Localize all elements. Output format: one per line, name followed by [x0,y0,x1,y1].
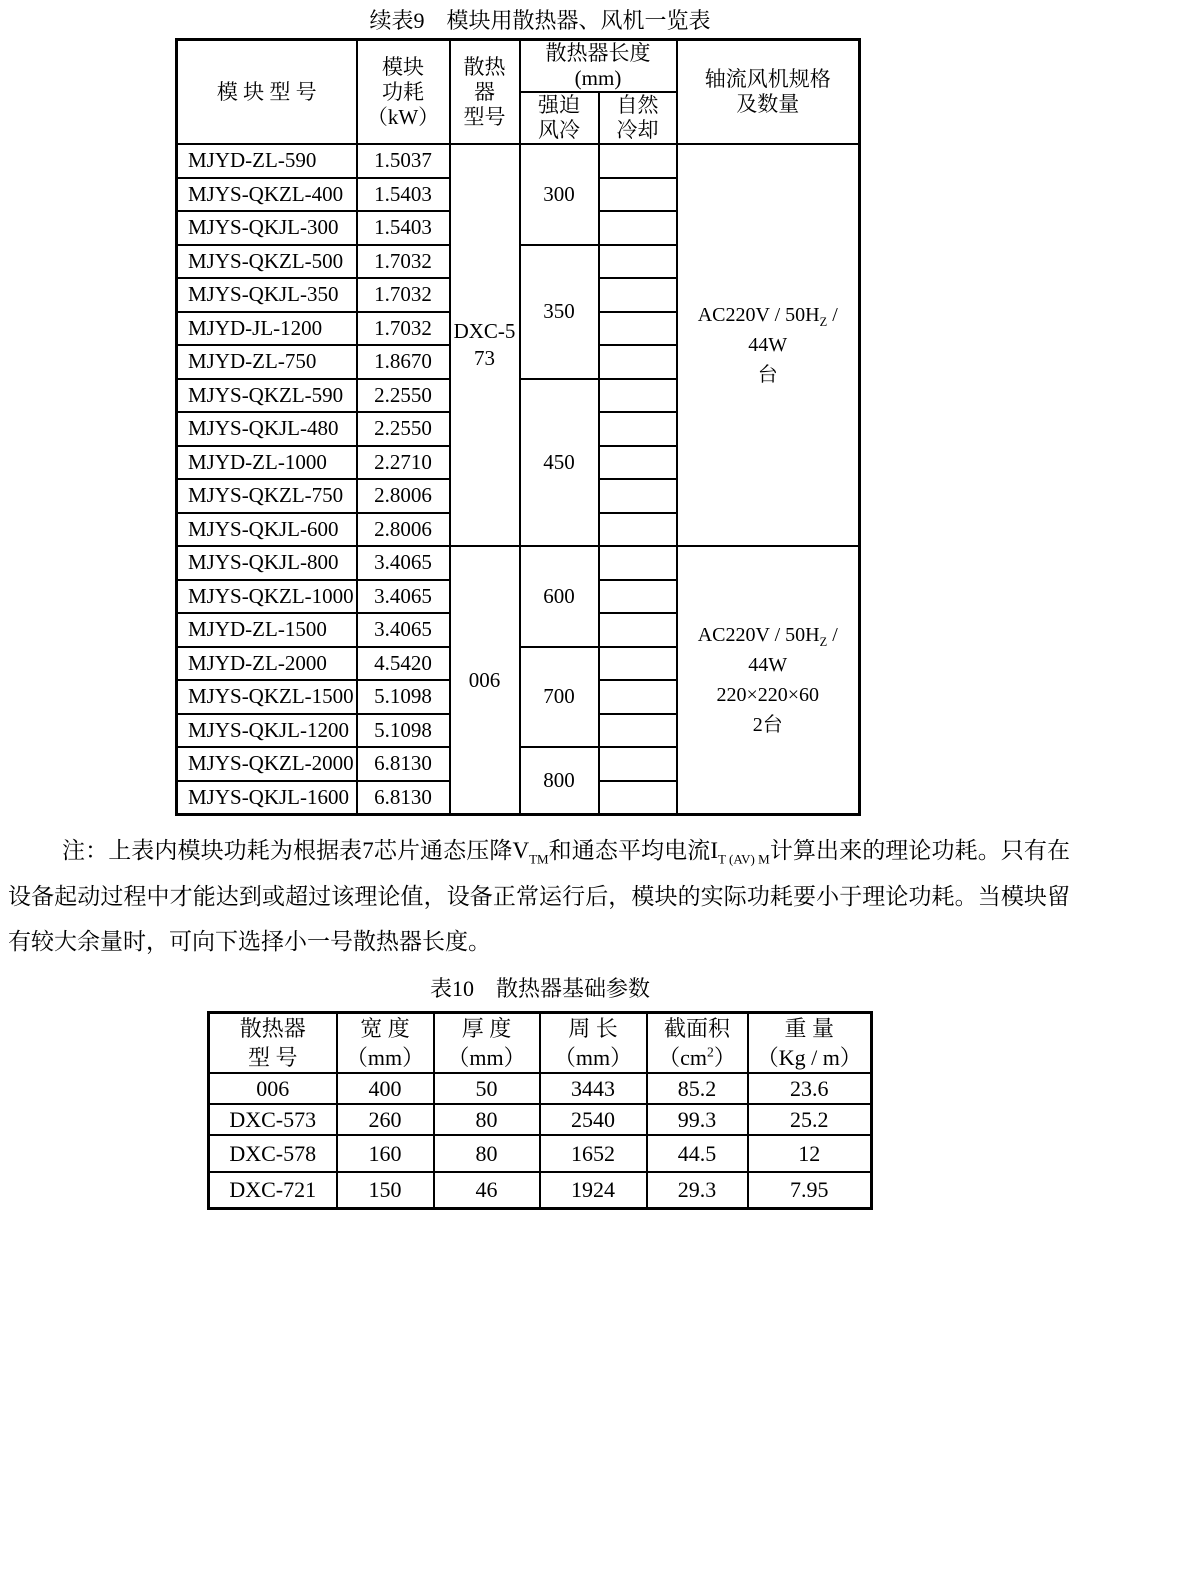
model-cell: MJYS-QKZL-500 [177,245,357,279]
table9 [175,38,861,816]
t9-header-length: 散热器长度 (mm) [520,40,677,93]
t10-header-perimeter: 周 长 （mm） [540,1012,647,1073]
table-row [209,1104,872,1135]
model-cell: MJYD-ZL-590 [177,144,357,178]
t10-header-thickness: 厚 度 （mm） [434,1012,540,1073]
power-cell: 3.4065 [357,580,450,614]
perimeter-cell: 3443 [540,1073,647,1104]
natural-cooling-cell [599,211,677,245]
natural-cooling-cell [599,245,677,279]
heatsink-model-cell: 006 [209,1073,337,1104]
model-cell: MJYS-QKZL-590 [177,379,357,413]
heatsink-model-cell: DXC-578 [209,1135,337,1172]
model-cell: MJYD-ZL-1500 [177,613,357,647]
model-cell: MJYD-ZL-750 [177,345,357,379]
weight-cell: 7.95 [748,1172,872,1209]
table-row [209,1172,872,1209]
table-row [177,546,860,580]
natural-cooling-cell [599,312,677,346]
table10 [207,1011,873,1210]
t9-header-model: 模 块 型 号 [177,40,357,145]
model-cell: MJYS-QKZL-1500 [177,680,357,714]
table-row [209,1135,872,1172]
power-cell: 1.7032 [357,312,450,346]
power-cell: 5.1098 [357,714,450,748]
power-cell: 3.4065 [357,613,450,647]
natural-cooling-cell [599,680,677,714]
power-cell: 6.8130 [357,781,450,815]
power-cell: 2.8006 [357,513,450,547]
model-cell: MJYD-JL-1200 [177,312,357,346]
model-cell: MJYS-QKJL-1200 [177,714,357,748]
thickness-cell: 80 [434,1104,540,1135]
thickness-cell: 50 [434,1073,540,1104]
natural-cooling-cell [599,345,677,379]
width-cell: 260 [337,1104,434,1135]
note-paragraph: 注：上表内模块功耗为根据表7芯片通态压降$V_{TM}$和通态平均电流$I_{T (AV) M}$计算出来的理论功耗。只有在设备起动过程中才能达到或超过该理论值，设备正常运行后，模块的实际功耗要小于理论功耗。当模块留有较大余量时，可向下选择小一号散热器长度。 [8,838,1070,954]
heatsink-model-cell: DXC-721 [209,1172,337,1209]
model-cell: MJYS-QKJL-300 [177,211,357,245]
power-cell: 5.1098 [357,680,450,714]
power-cell: 2.2550 [357,412,450,446]
natural-cooling-cell [599,781,677,815]
natural-cooling-cell [599,379,677,413]
heatsink-cell: DXC-573 [450,144,520,546]
t10-header-weight: 重 量 （Kg / m） [748,1012,872,1073]
model-cell: MJYS-QKZL-400 [177,178,357,212]
model-cell: MJYS-QKJL-1600 [177,781,357,815]
forced-length-cell: 300 [520,144,599,245]
area-cell: 85.2 [647,1073,748,1104]
fan-spec-cell: $AC220V / 50H_Z$ / 44W 220×220×60 2台 [677,546,860,815]
power-cell: 1.8670 [357,345,450,379]
power-cell: 2.2550 [357,379,450,413]
table9-title: 续表9 模块用散热器、风机一览表 [369,8,711,33]
weight-cell: 12 [748,1135,872,1172]
thickness-cell: 80 [434,1135,540,1172]
forced-length-cell: 600 [520,546,599,647]
model-cell: MJYS-QKZL-1000 [177,580,357,614]
natural-cooling-cell [599,178,677,212]
t9-header-forced: 强迫 风冷 [520,92,599,144]
heatsink-model-cell: DXC-573 [209,1104,337,1135]
area-cell: 99.3 [647,1104,748,1135]
t9-header-natural: 自然 冷却 [599,92,677,144]
table9-header-row [177,40,860,93]
power-cell: 2.8006 [357,479,450,513]
model-cell: MJYS-QKJL-480 [177,412,357,446]
width-cell: 150 [337,1172,434,1209]
model-cell: MJYS-QKJL-600 [177,513,357,547]
power-cell: 4.5420 [357,647,450,681]
forced-length-cell: 700 [520,647,599,748]
table-row [177,144,860,178]
model-cell: MJYS-QKZL-750 [177,479,357,513]
model-cell: MJYS-QKJL-800 [177,546,357,580]
thickness-cell: 46 [434,1172,540,1209]
heatsink-cell: 006 [450,546,520,815]
natural-cooling-cell [599,144,677,178]
t9-header-heatsink: 散热 器 型号 [450,40,520,145]
model-cell: MJYS-QKJL-350 [177,278,357,312]
model-cell: MJYD-ZL-2000 [177,647,357,681]
power-cell: 1.7032 [357,278,450,312]
natural-cooling-cell [599,412,677,446]
t10-header-area: 截面积 $(cm^2)$ [647,1012,748,1073]
table10-header-row [209,1012,872,1073]
area-cell: 29.3 [647,1172,748,1209]
area-cell: 44.5 [647,1135,748,1172]
forced-length-cell: 450 [520,379,599,547]
model-cell: MJYS-QKZL-2000 [177,747,357,781]
power-cell: 6.8130 [357,747,450,781]
power-cell: 1.5403 [357,211,450,245]
weight-cell: 25.2 [748,1104,872,1135]
model-cell: MJYD-ZL-1000 [177,446,357,480]
natural-cooling-cell [599,613,677,647]
fan-spec-cell: $AC220V / 50H_Z$ / 44W 台 [677,144,860,546]
perimeter-cell: 2540 [540,1104,647,1135]
natural-cooling-cell [599,479,677,513]
natural-cooling-cell [599,513,677,547]
natural-cooling-cell [599,446,677,480]
natural-cooling-cell [599,580,677,614]
width-cell: 160 [337,1135,434,1172]
table-row [209,1073,872,1104]
natural-cooling-cell [599,546,677,580]
t10-header-model: 散热器 型 号 [209,1012,337,1073]
power-cell: 3.4065 [357,546,450,580]
power-cell: 1.7032 [357,245,450,279]
table10-title: 表10 散热器基础参数 [429,975,650,1001]
t10-header-width: 宽 度 （mm） [337,1012,434,1073]
forced-length-cell: 800 [520,747,599,815]
natural-cooling-cell [599,714,677,748]
weight-cell: 23.6 [748,1073,872,1104]
natural-cooling-cell [599,647,677,681]
t9-header-fan: 轴流风机规格 及数量 [677,40,860,145]
width-cell: 400 [337,1073,434,1104]
natural-cooling-cell [599,278,677,312]
power-cell: 1.5037 [357,144,450,178]
forced-length-cell: 350 [520,245,599,379]
perimeter-cell: 1924 [540,1172,647,1209]
t9-header-power: 模块 功耗 （kW） [357,40,450,145]
natural-cooling-cell [599,747,677,781]
power-cell: 2.2710 [357,446,450,480]
perimeter-cell: 1652 [540,1135,647,1172]
power-cell: 1.5403 [357,178,450,212]
